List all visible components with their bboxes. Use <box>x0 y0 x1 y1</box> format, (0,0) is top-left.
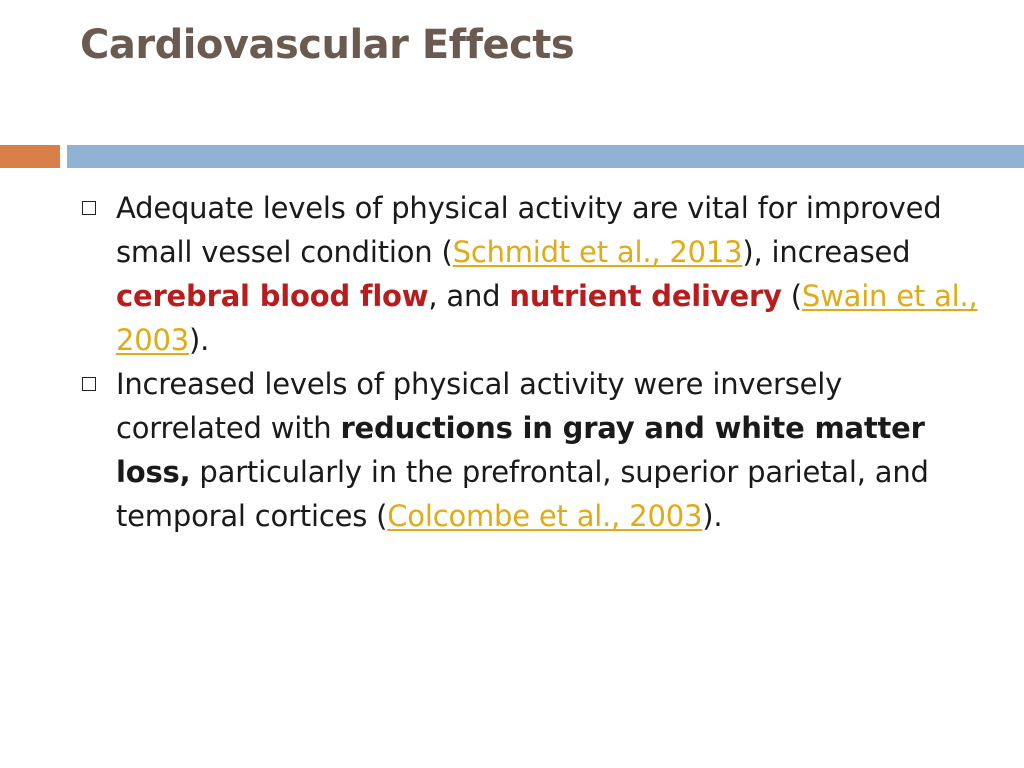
bullet-text-segment: Adequate levels of physical activity are vital for improved small vessel condition ( <box>116 191 942 269</box>
square-bullet-icon <box>82 201 96 215</box>
bold-gray-white-matter: reductions in gray and white matter loss, <box>116 411 925 489</box>
title-rule-bar <box>67 145 1024 168</box>
citation-link-swain[interactable]: Swain et al., 2003 <box>116 279 978 357</box>
bullet-text-segment: Increased levels of physical activity were inversely correlated with <box>116 367 843 445</box>
square-bullet-icon <box>82 377 96 391</box>
bullet-text-segment: ), increased <box>742 235 911 269</box>
bullet-item <box>80 186 980 362</box>
bullet-item <box>80 362 980 538</box>
bullet-text-segment: particularly in the prefrontal, superior parietal, and temporal cortices ( <box>116 455 929 533</box>
bullet-text-segment: ). <box>189 323 210 357</box>
highlight-cerebral-blood-flow: cerebral blood flow <box>116 279 429 313</box>
citation-link-colcombe[interactable]: Colcombe et al., 2003 <box>387 499 703 533</box>
bullet-text-segment: ). <box>702 499 723 533</box>
bullet-text-segment: , and <box>428 279 510 313</box>
bullet-text-segment: ( <box>781 279 802 313</box>
slide-title: Cardiovascular Effects <box>80 22 575 68</box>
highlight-nutrient-delivery: nutrient delivery <box>509 279 782 313</box>
title-rule-accent <box>0 145 60 168</box>
bullet-list <box>80 186 980 538</box>
citation-link-schmidt[interactable]: Schmidt et al., 2013 <box>452 235 743 269</box>
